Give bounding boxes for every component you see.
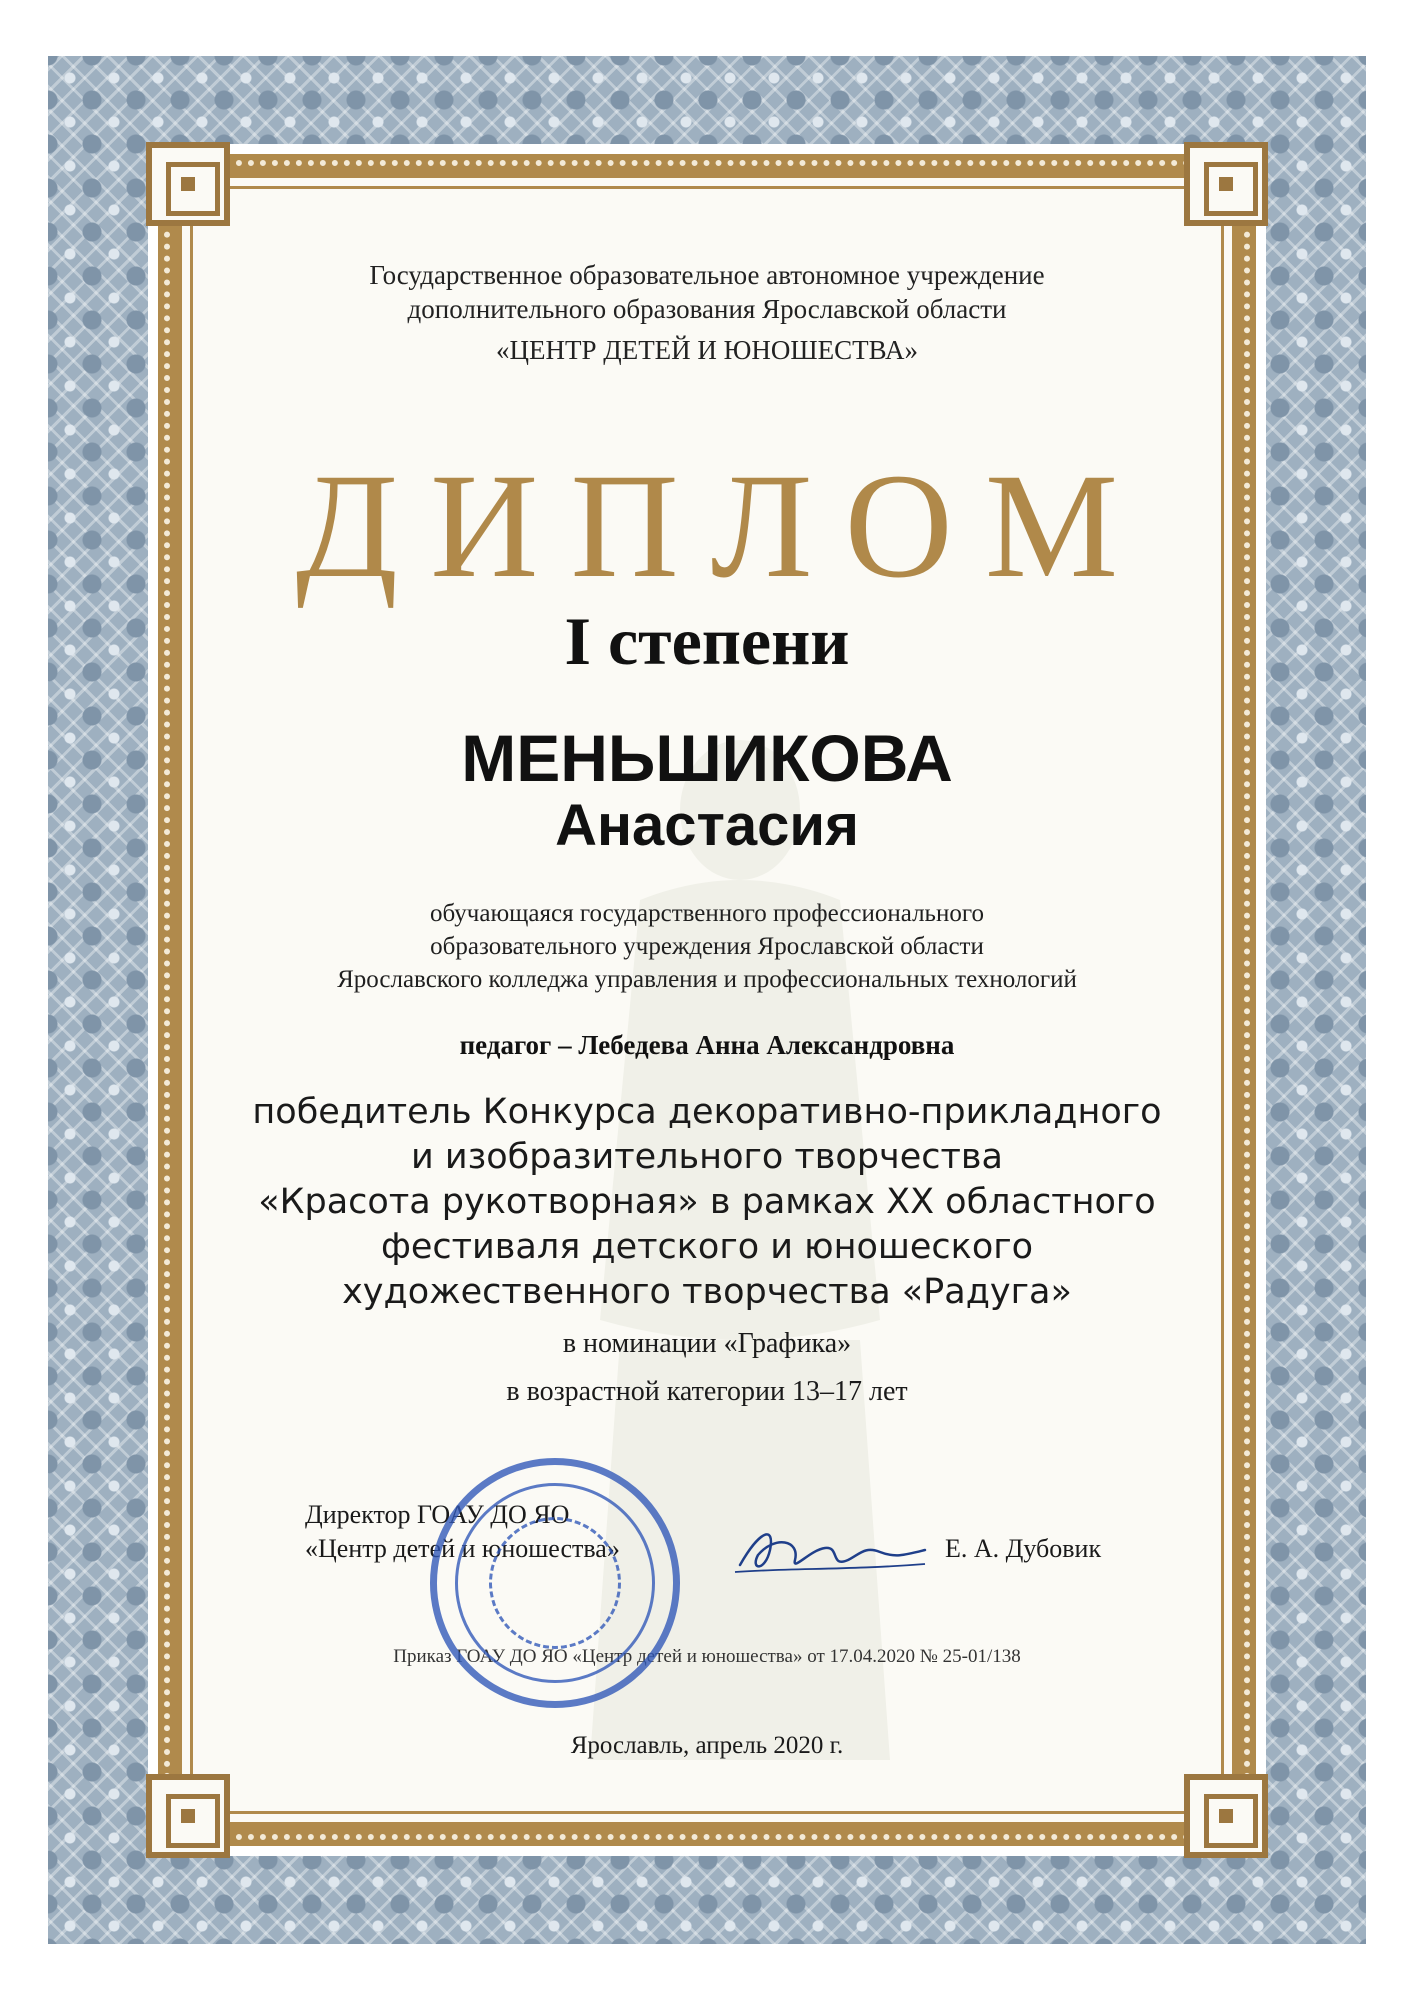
corner-ornament-bottom-left xyxy=(146,1774,230,1858)
winner-line-4: фестиваля детского и юношеского xyxy=(380,1227,1034,1267)
recipient-firstname: Анастасия xyxy=(555,793,859,858)
signatory-position-line-1: Директор ГОАУ ДО ЯО xyxy=(305,1500,570,1529)
order-reference: Приказ ГОАУ ДО ЯО «Центр детей и юношества» от 17.04.2020 № 25-01/138 xyxy=(393,1646,1021,1667)
winner-line-1: победитель Конкурса декоративно-прикладного xyxy=(252,1092,1162,1132)
affiliation-line-3: Ярославского колледжа управления и профессиональных технологий xyxy=(337,966,1077,993)
handwritten-signature xyxy=(730,1510,930,1590)
org-name-line-2: дополнительного образования Ярославской области xyxy=(407,294,1007,324)
affiliation-line-2: образовательного учреждения Ярославской области xyxy=(430,933,984,960)
city-date: Ярославль, апрель 2020 г. xyxy=(570,1732,844,1759)
signatory-position-line-2: «Центр детей и юношества» xyxy=(305,1534,620,1563)
degree-heading: I степени xyxy=(564,603,850,679)
corner-ornament-top-right xyxy=(1184,142,1268,226)
affiliation-line-1: обучающаяся государственного профессионального xyxy=(430,900,984,927)
signatory-name: Е. А. Дубовик xyxy=(945,1534,1102,1563)
corner-ornament-top-left xyxy=(146,142,230,226)
teacher-line: педагог – Лебедева Анна Александровна xyxy=(459,1030,955,1060)
corner-ornament-bottom-right xyxy=(1184,1774,1268,1858)
org-name-line-3: «ЦЕНТР ДЕТЕЙ И ЮНОШЕСТВА» xyxy=(496,335,918,365)
winner-line-3: «Красота рукотворная» в рамках XX областного xyxy=(258,1182,1156,1222)
nomination-line: в номинации «Графика» xyxy=(562,1328,852,1359)
age-category-line: в возрастной категории 13–17 лет xyxy=(506,1376,908,1407)
recipient-surname: МЕНЬШИКОВА xyxy=(461,721,953,795)
winner-line-2: и изобразительного творчества xyxy=(411,1137,1003,1177)
diploma-title: ДИПЛОМ xyxy=(295,443,1151,609)
winner-line-5: художественного творчества «Радуга» xyxy=(342,1272,1072,1312)
org-name-line-1: Государственное образовательное автономное учреждение xyxy=(369,260,1045,290)
